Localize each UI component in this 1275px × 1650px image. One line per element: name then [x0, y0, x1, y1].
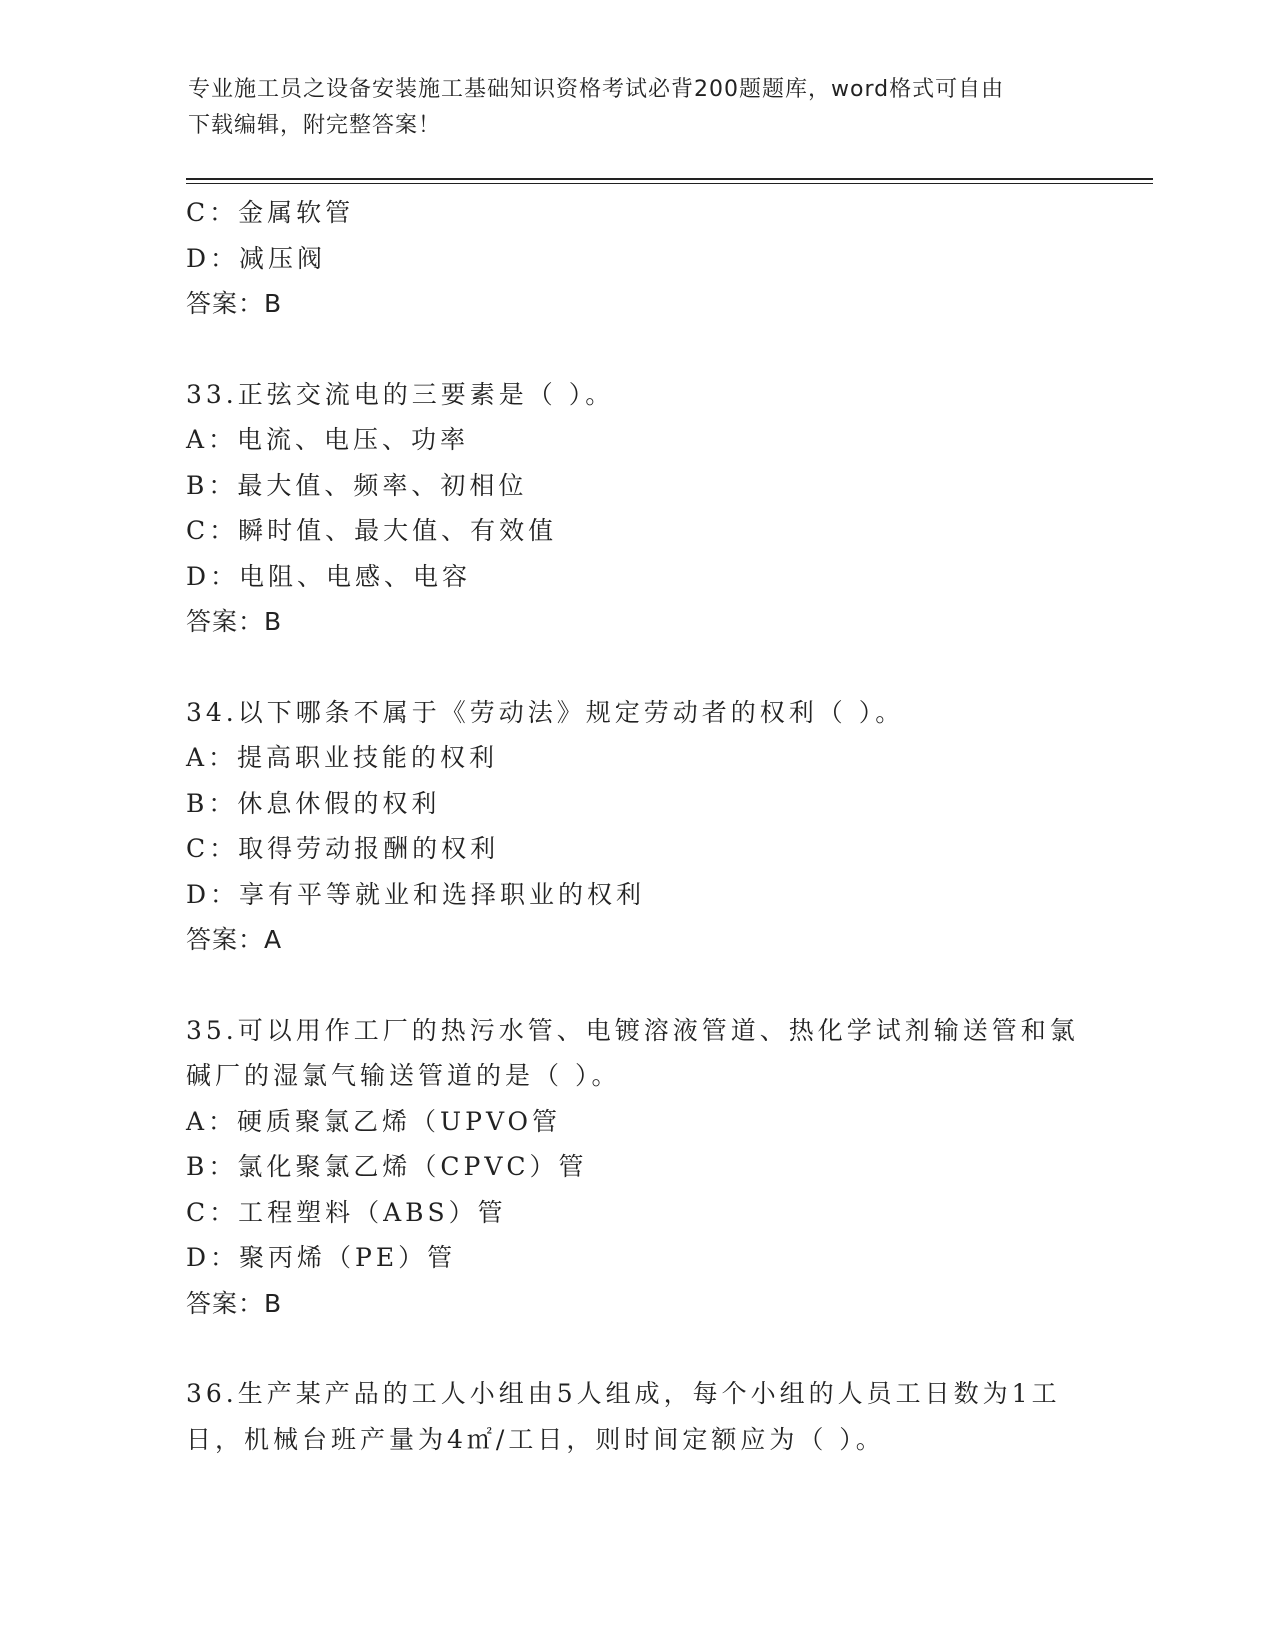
question-36 [186, 1371, 1086, 1462]
option-a: A：电流、电压、功率 [186, 425, 470, 454]
option-d: D：聚丙烯（PE）管 [186, 1243, 457, 1272]
header-rule-thin [186, 183, 1153, 184]
answer-line: 答案：A [186, 925, 283, 954]
option-c: C：取得劳动报酬的权利 [186, 834, 500, 863]
answer-line: 答案：B [186, 1288, 283, 1318]
header-rule-thick [186, 178, 1153, 180]
option-d: D：享有平等就业和选择职业的权利 [186, 879, 646, 909]
header-line-2: 下载编辑，附完整答案！ [188, 113, 442, 138]
answer-line: 答案：B [186, 607, 283, 636]
question-text-line-2: 碱厂的湿氯气输送管道的是（ ）。 [186, 1061, 621, 1090]
document-header [188, 72, 1068, 144]
option-a: A：提高职业技能的权利 [186, 743, 499, 772]
option-d: D：减压阀 [186, 243, 327, 273]
option-b: B：氯化聚氯乙烯（CPVC）管 [186, 1152, 588, 1181]
question-text-line-1: 35.可以用作工厂的热污水管、电镀溶液管道、热化学试剂输送管和氯 [186, 1015, 1079, 1045]
option-b: B：最大值、频率、初相位 [186, 470, 528, 500]
option-c: C：瞬时值、最大值、有效值 [186, 516, 558, 545]
previous-question-tail [186, 190, 1086, 327]
option-b: B：休息休假的权利 [186, 788, 441, 818]
header-line-1: 专业施工员之设备安装施工基础知识资格考试必背200题题库，word格式可自由 [188, 77, 1005, 102]
question-text-line-1: 36.生产某产品的工人小组由5人组成，每个小组的人员工日数为1工 [186, 1379, 1061, 1408]
question-33 [186, 372, 1086, 645]
option-a: A：硬质聚氯乙烯（UPVO管 [186, 1106, 562, 1136]
option-c: C：金属软管 [186, 198, 355, 227]
question-text-line-2: 日，机械台班产量为4㎡/工日，则时间定额应为（ ）。 [186, 1424, 885, 1454]
question-35 [186, 1008, 1086, 1327]
option-d: D：电阻、电感、电容 [186, 561, 472, 591]
question-text: 34.以下哪条不属于《劳动法》规定劳动者的权利（ ）。 [186, 697, 905, 727]
question-34 [186, 690, 1086, 963]
answer-line: 答案：B [186, 289, 283, 318]
question-text: 33.正弦交流电的三要素是（ ）。 [186, 379, 615, 409]
option-c: C：工程塑料（ABS）管 [186, 1197, 507, 1227]
question-list [186, 190, 1086, 1462]
